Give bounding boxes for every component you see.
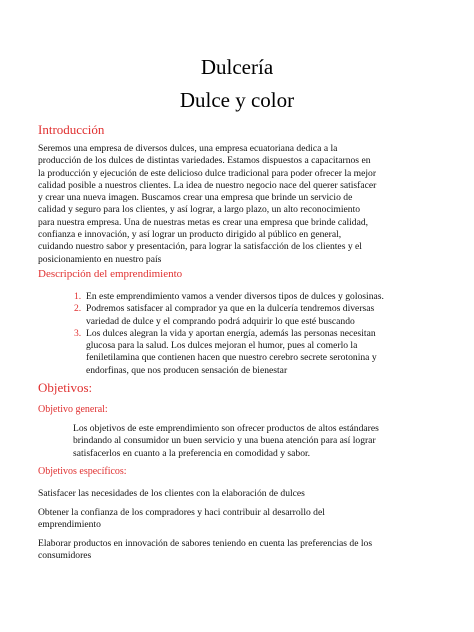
specific-objective-line: emprendimiento [38, 519, 101, 531]
description-list [38, 291, 418, 377]
list-item [38, 328, 418, 377]
intro-line: calidad y seguro para los clientes, y así lograr, a largo plazo, un alto reconocimiento [38, 204, 361, 216]
description-heading: Descripción del emprendimiento [38, 268, 183, 280]
intro-line: calidad posible a nuestros clientes. La idea de nuestro negocio nace del querer satisfacer [38, 179, 377, 191]
intro-line: la producción y ejecución de este delicioso dulce tradicional para poder ofrecer la mejor [38, 167, 377, 179]
list-line: Los dulces alegran la vida y aportan energía, además las personas necesitan [86, 327, 376, 339]
intro-paragraph [38, 143, 408, 266]
intro-line: Seremos una empresa de diversos dulces, una empresa ecuatoriana dedica a la [38, 143, 338, 154]
intro-line: confianza e innovación, y así lograr un producto dirigido al público en general, [38, 229, 342, 241]
list-item [38, 303, 418, 328]
specific-objective-line: Elaborar productos en innovación de sabores teniendo en cuenta las preferencias de los [38, 538, 373, 549]
intro-line: cuidando nuestro sabor y presentación, para lograr la satisfacción de los clientes y el [38, 241, 362, 253]
document-title: Dulcería [200, 55, 274, 79]
general-objective-heading: Objetivo general: [38, 404, 108, 415]
list-line: feniletilamina que contienen hacen que nuestro cerebro secrete serotonina y [86, 352, 377, 364]
list-number: 1. [74, 291, 82, 302]
specific-objective [38, 538, 418, 563]
specific-objective [38, 507, 418, 532]
list-line: En este emprendimiento vamos a vender diversos tipos de dulces y golosinas. [86, 291, 384, 302]
intro-line: producción de los dulces de distintas variedades. Estamos dispuestos a capacitarnos en [38, 155, 371, 167]
general-objective-line: brindando al consumidor un buen servicio y una buena atención para así lograr [73, 435, 376, 447]
document-subtitle: Dulce y color [179, 88, 295, 112]
specific-objective-line: Obtener la confianza de los compradores y haci contribuir al desarrollo del [38, 507, 325, 518]
intro-line: para nuestra empresa. Una de nuestras metas es crear una empresa que brinde calidad, [38, 216, 369, 228]
intro-heading: Introducción [38, 122, 105, 137]
intro-line: y crear una nueva imagen. Buscamos crear una empresa que brinde un servicio de [38, 192, 353, 204]
specific-objective-line: consumidores [38, 550, 92, 562]
list-line: Podremos satisfacer al comprador ya que en la dulcería tendremos diversas [86, 303, 375, 315]
general-objective-line: satisfacerlos en cuanto a la preferencia en comodidad y sabor. [73, 447, 311, 459]
objectives-heading: Objetivos: [38, 380, 93, 395]
specific-objective-line: Satisfacer las necesidades de los clientes con la elaboración de dulces [38, 488, 305, 499]
specific-objective [38, 488, 418, 500]
general-objective-line: Los objetivos de este emprendimiento son ofrecer productos de altos estándares [73, 423, 379, 434]
list-line: variedad de dulce y el comprando podrá adquirir lo que esté buscando [86, 315, 355, 327]
list-number: 2. [74, 303, 82, 315]
general-objective-text [73, 423, 433, 460]
list-item [38, 291, 418, 303]
list-line: glucosa para la salud. Los dulces mejoran el humor, pues al comerlo la [86, 340, 358, 352]
list-number: 3. [74, 327, 82, 339]
intro-line: posicionamiento en nuestro país [38, 253, 162, 265]
specific-objectives-heading: Objetivos específicos: [38, 466, 127, 477]
list-line: endorfinas, que nos producen sensación de bienestar [86, 364, 288, 376]
